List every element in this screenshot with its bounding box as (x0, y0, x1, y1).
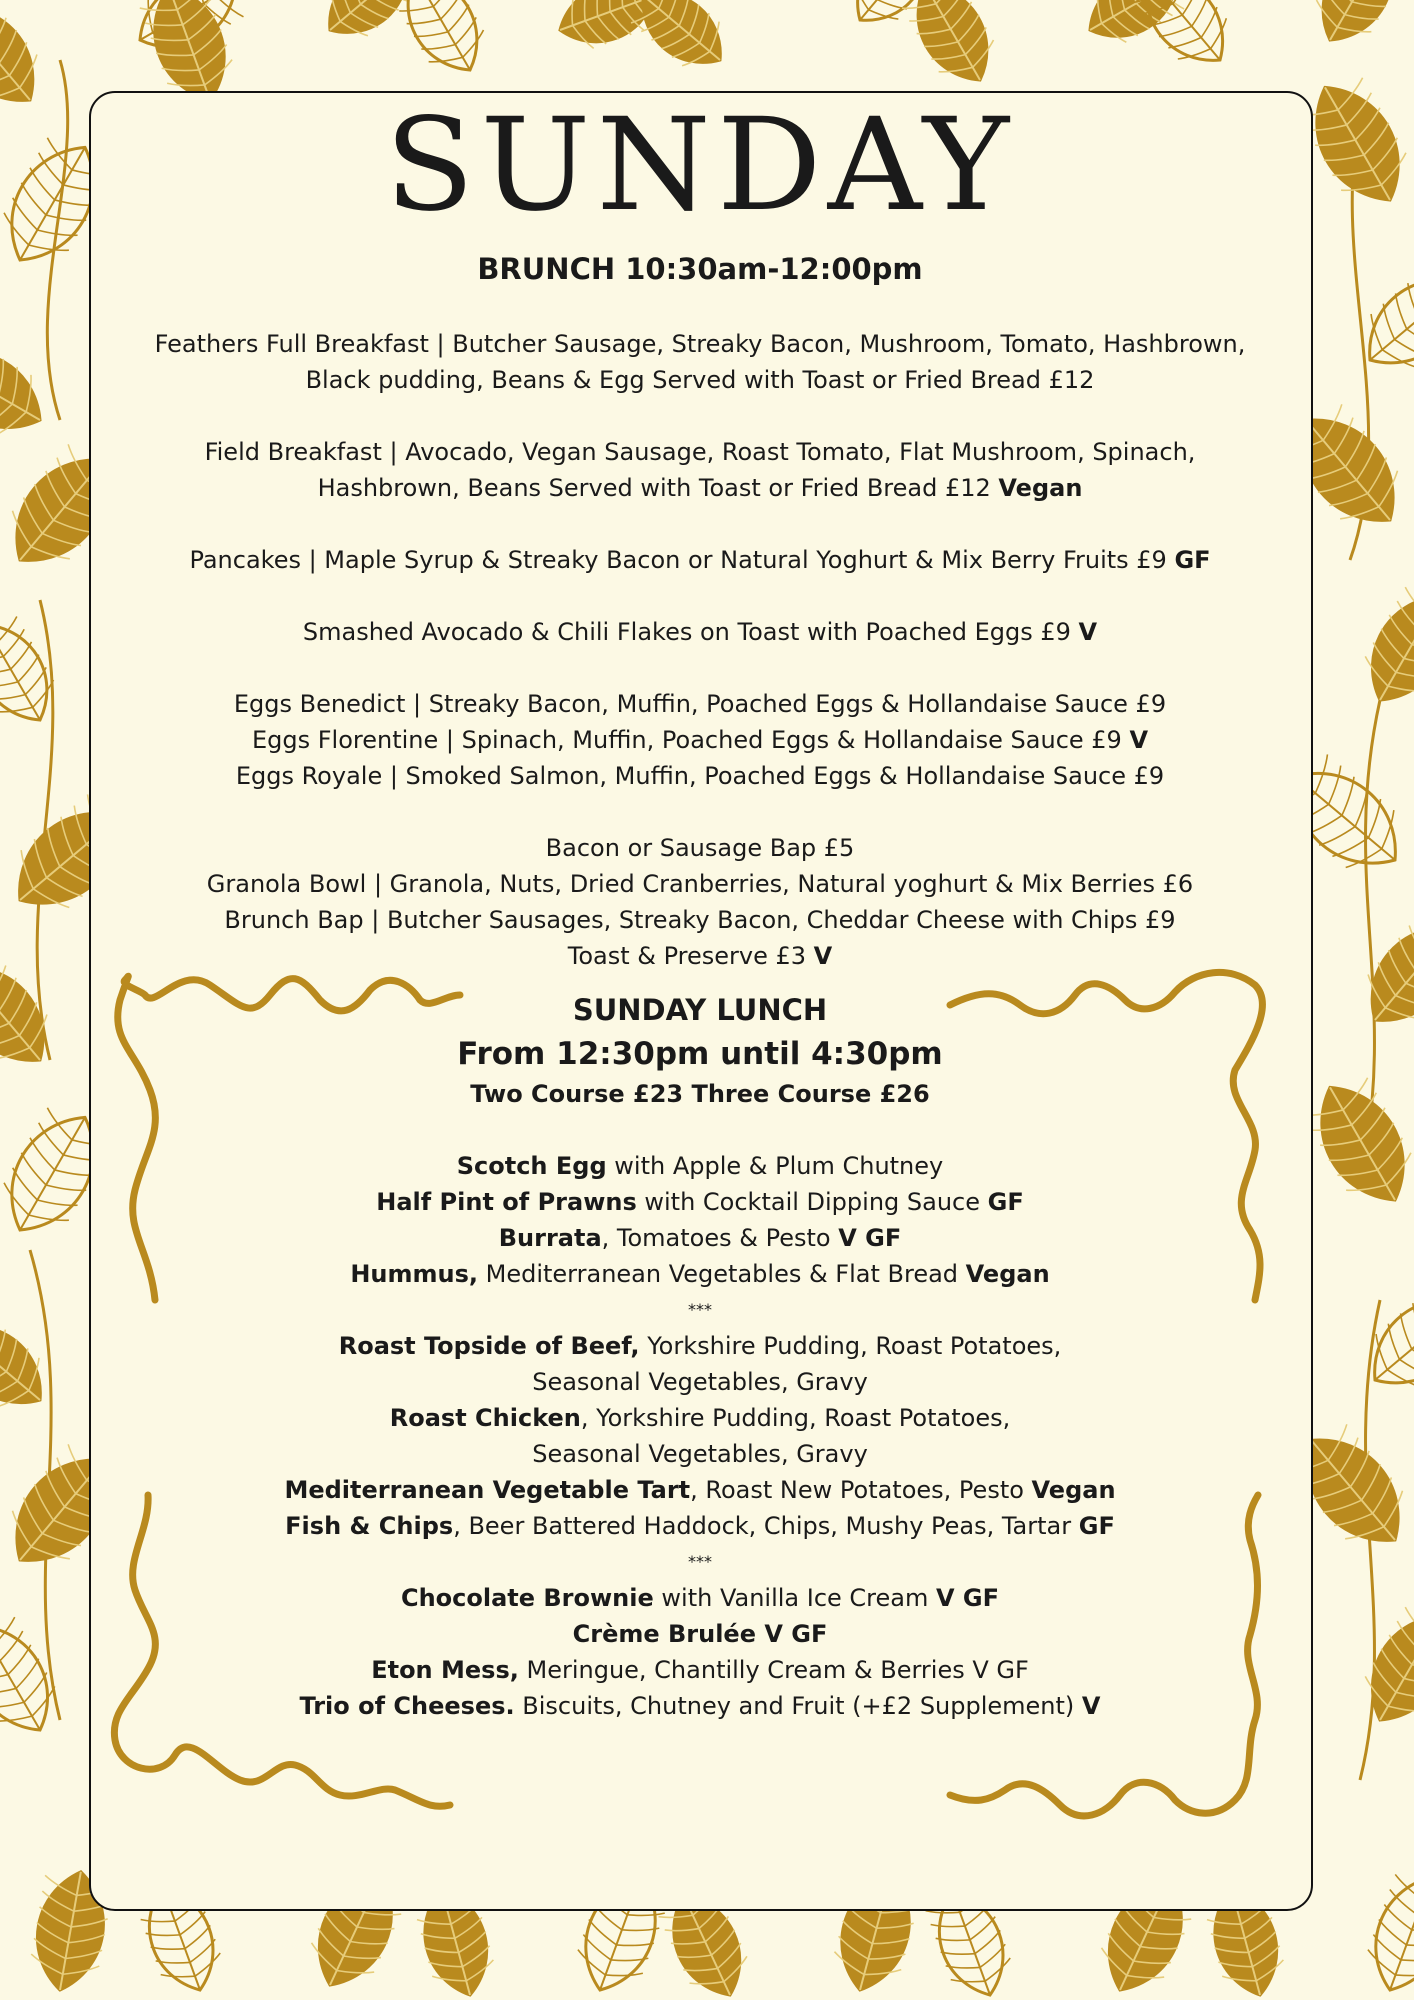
dish-name: Scotch Egg (456, 1152, 607, 1180)
dish-name: Hummus, (350, 1260, 478, 1288)
dish-description-cont: Seasonal Vegetables, Gravy (532, 1440, 868, 1468)
menu-item-text: Toast & Preserve £3 (567, 942, 814, 970)
menu-item (90, 938, 1310, 974)
dietary-tag: GF (1078, 1512, 1115, 1540)
dish-description: , Roast New Potatoes, Pesto (690, 1476, 1032, 1504)
menu-item (90, 542, 1310, 578)
menu-item-text: Smashed Avocado & Chili Flakes on Toast with Poached Eggs £9 (302, 618, 1079, 646)
course-separator: *** (688, 1552, 712, 1571)
dietary-tag: Vegan (965, 1260, 1050, 1288)
dietary-tag: V GF (936, 1584, 1000, 1612)
group-gap (90, 578, 1310, 614)
dish-name: Roast Topside of Beef, (338, 1332, 640, 1360)
dish-description: with Apple & Plum Chutney (606, 1152, 944, 1180)
menu-item-text: Eggs Florentine | Spinach, Muffin, Poached Eggs & Hollandaise Sauce £9 (251, 726, 1130, 754)
dish-description: Yorkshire Pudding, Roast Potatoes, (639, 1332, 1062, 1360)
lunch-prices: Two Course £23 Three Course £26 (470, 1080, 930, 1108)
dietary-tag: V (813, 942, 833, 970)
dish-description: , Beer Battered Haddock, Chips, Mushy Peas, Tartar (453, 1512, 1079, 1540)
lunch-time: From 12:30pm until 4:30pm (457, 1036, 943, 1072)
dietary-tag: V (1078, 618, 1098, 646)
group-gap (90, 794, 1310, 830)
menu-item-text: Black pudding, Beans & Egg Served with Toast or Fried Bread £12 (305, 366, 1095, 394)
menu-item (90, 830, 1310, 866)
main-item (90, 1400, 1310, 1436)
group-gap (90, 650, 1310, 686)
menu-item-text: Eggs Benedict | Streaky Bacon, Muffin, Poached Eggs & Hollandaise Sauce £9 (233, 690, 1167, 718)
dish-name: Crème Brulée V GF (572, 1620, 828, 1648)
menu-item (90, 902, 1310, 938)
lunch-list (90, 1148, 1310, 1724)
dish-name: Roast Chicken (389, 1404, 581, 1432)
starter-item (90, 1184, 1310, 1220)
dish-description: , Tomatoes & Pesto (601, 1224, 839, 1252)
dietary-tag: GF (987, 1188, 1024, 1216)
dish-name: Eton Mess, (371, 1656, 519, 1684)
course-separator: *** (688, 1300, 712, 1319)
dietary-tag: V (1129, 726, 1149, 754)
menu-item (90, 614, 1310, 650)
dish-name: Trio of Cheeses. (299, 1692, 515, 1720)
starter-item (90, 1148, 1310, 1184)
main-item (90, 1472, 1310, 1508)
dish-description-cont: Seasonal Vegetables, Gravy (532, 1368, 868, 1396)
starter-item (90, 1256, 1310, 1292)
dish-name: Fish & Chips (285, 1512, 454, 1540)
dessert-item (90, 1616, 1310, 1652)
group-gap (90, 398, 1310, 434)
dish-description: with Vanilla Ice Cream (653, 1584, 936, 1612)
dish-name: Half Pint of Prawns (376, 1188, 637, 1216)
menu-item-text: Pancakes | Maple Syrup & Streaky Bacon or Natural Yoghurt & Mix Berry Fruits £9 (189, 546, 1175, 574)
menu-item-line (90, 362, 1310, 398)
dish-description: , Yorkshire Pudding, Roast Potatoes, (580, 1404, 1011, 1432)
dish-name: Burrata (498, 1224, 602, 1252)
menu-item-line: Field Breakfast | Avocado, Vegan Sausage, Roast Tomato, Flat Mushroom, Spinach, (204, 438, 1196, 466)
menu-item-text: Granola Bowl | Granola, Nuts, Dried Cranberries, Natural yoghurt & Mix Berries £6 (206, 870, 1194, 898)
dietary-tag: V GF (838, 1224, 902, 1252)
menu-item (90, 866, 1310, 902)
menu-item (90, 722, 1310, 758)
menu-content (90, 92, 1310, 1724)
brunch-heading: BRUNCH 10:30am-12:00pm (477, 252, 923, 286)
dish-name: Chocolate Brownie (400, 1584, 654, 1612)
menu-item (90, 758, 1310, 794)
lunch-heading: SUNDAY LUNCH (572, 993, 828, 1027)
dietary-tag: V (1081, 1692, 1101, 1720)
brunch-list (90, 326, 1310, 974)
menu-item-text: Brunch Bap | Butcher Sausages, Streaky Bacon, Cheddar Cheese with Chips £9 (224, 906, 1176, 934)
dish-description: Biscuits, Chutney and Fruit (+£2 Supplement) (514, 1692, 1082, 1720)
dish-description: with Cocktail Dipping Sauce (636, 1188, 988, 1216)
main-item (90, 1328, 1310, 1364)
dessert-item (90, 1652, 1310, 1688)
menu-item-text: Eggs Royale | Smoked Salmon, Muffin, Poached Eggs & Hollandaise Sauce £9 (235, 762, 1165, 790)
menu-item-text: Bacon or Sausage Bap £5 (545, 834, 855, 862)
dessert-item (90, 1580, 1310, 1616)
dish-name: Mediterranean Vegetable Tart (284, 1476, 691, 1504)
group-gap (90, 506, 1310, 542)
menu-item-text: Hashbrown, Beans Served with Toast or Fried Bread £12 (317, 474, 999, 502)
dish-description: Meringue, Chantilly Cream & Berries V GF (518, 1656, 1029, 1684)
menu-item-line: Feathers Full Breakfast | Butcher Sausage, Streaky Bacon, Mushroom, Tomato, Hashbrown, (154, 330, 1246, 358)
menu-item (90, 686, 1310, 722)
page-title: SUNDAY (384, 91, 1016, 240)
starter-item (90, 1220, 1310, 1256)
dessert-item (90, 1688, 1310, 1724)
dietary-tag: Vegan (998, 474, 1083, 502)
dish-description: Mediterranean Vegetables & Flat Bread (478, 1260, 966, 1288)
menu-item-line (90, 470, 1310, 506)
dietary-tag: Vegan (1031, 1476, 1116, 1504)
dietary-tag: GF (1174, 546, 1211, 574)
main-item (90, 1508, 1310, 1544)
